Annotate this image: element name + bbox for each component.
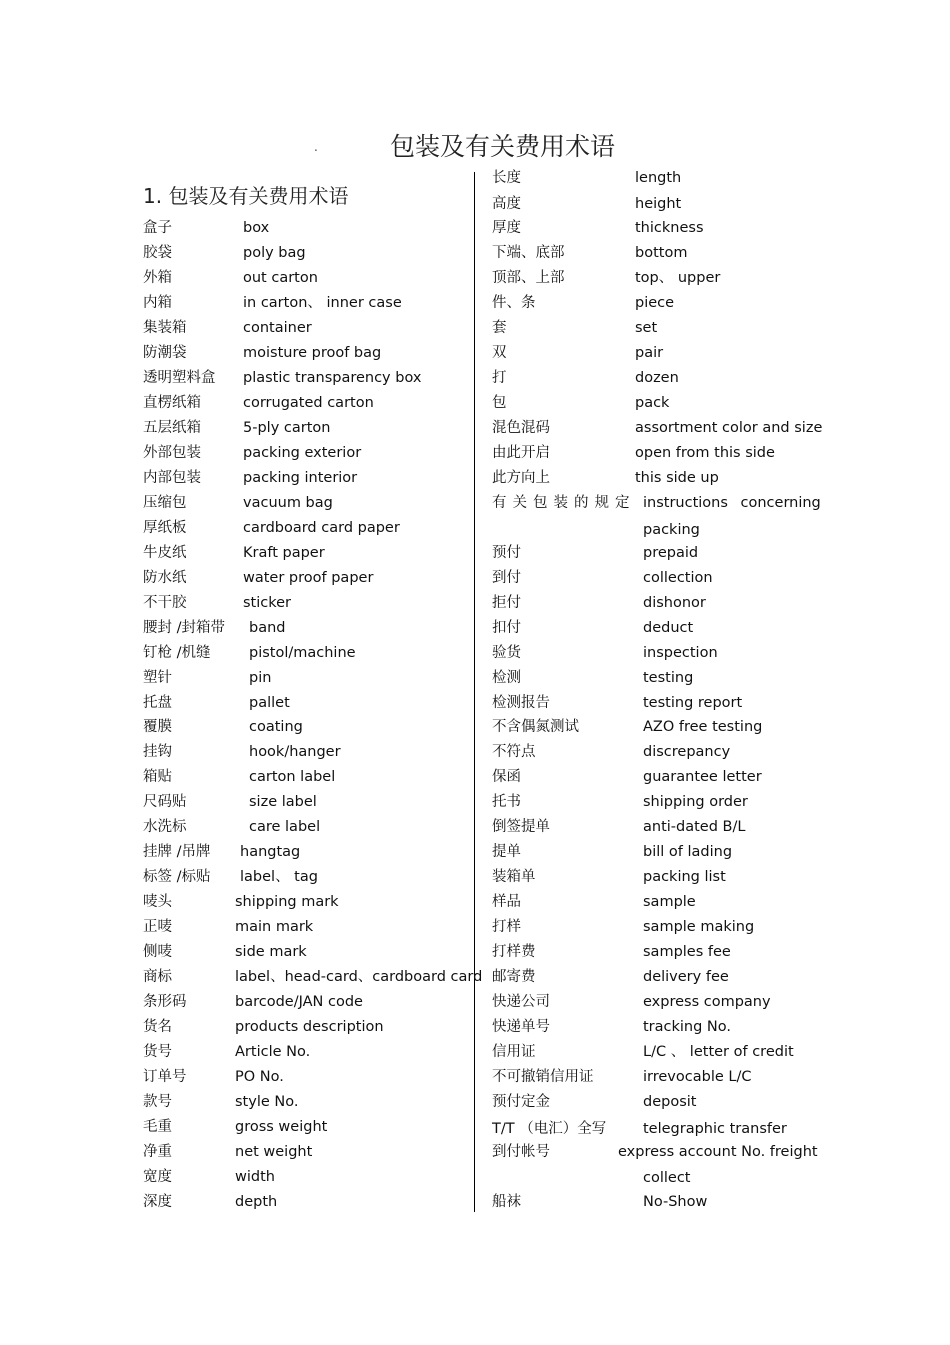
term-chinese: 此方向上 xyxy=(492,470,550,486)
term-chinese: 托盘 xyxy=(143,695,172,711)
term-chinese: 由此开启 xyxy=(492,445,550,461)
term-chinese: 盒子 xyxy=(143,220,172,236)
glossary-row xyxy=(492,442,822,464)
glossary-row xyxy=(143,991,468,1013)
term-english: poly bag xyxy=(243,245,306,261)
term-english: size label xyxy=(249,794,317,810)
term-english: tracking No. xyxy=(643,1019,732,1035)
glossary-row xyxy=(143,567,468,589)
term-chinese: 标签 /标贴 xyxy=(143,869,211,885)
term-english: sticker xyxy=(243,595,292,611)
term-english: vacuum bag xyxy=(243,495,333,511)
term-english: container xyxy=(243,320,312,336)
glossary-row xyxy=(143,592,468,614)
glossary-row xyxy=(492,766,822,788)
term-chinese: 快递单号 xyxy=(492,1019,550,1035)
term-chinese: 船袜 xyxy=(492,1194,521,1210)
term-chinese: 压缩包 xyxy=(143,495,187,511)
term-chinese: 覆膜 xyxy=(143,719,172,735)
glossary-row xyxy=(143,941,468,963)
glossary-row xyxy=(492,617,822,639)
term-english: height xyxy=(635,196,682,212)
term-chinese: 顶部、上部 xyxy=(492,270,565,286)
term-english: guarantee letter xyxy=(643,769,762,785)
term-english: net weight xyxy=(235,1144,313,1160)
term-chinese: 防潮袋 xyxy=(143,345,187,361)
term-chinese: 预付定金 xyxy=(492,1094,550,1110)
term-english: prepaid xyxy=(643,545,699,561)
term-chinese: 厚度 xyxy=(492,220,521,236)
glossary-row xyxy=(492,1141,822,1163)
term-english: collection xyxy=(643,570,713,586)
glossary-row xyxy=(143,766,468,788)
term-english: side mark xyxy=(235,944,307,960)
term-english: bill of lading xyxy=(643,844,733,860)
glossary-row xyxy=(492,193,822,215)
term-english: moisture proof bag xyxy=(243,345,382,361)
column-divider xyxy=(474,172,475,1212)
term-chinese: 套 xyxy=(492,320,507,336)
glossary-row xyxy=(143,716,468,738)
glossary-row xyxy=(143,267,468,289)
glossary-row xyxy=(492,492,822,514)
glossary-row xyxy=(492,392,822,414)
glossary-row xyxy=(492,1118,822,1140)
term-english: testing xyxy=(643,670,694,686)
glossary-row xyxy=(143,442,468,464)
glossary-row xyxy=(143,1091,468,1113)
glossary-row xyxy=(143,617,468,639)
term-english: packing list xyxy=(643,869,726,885)
term-english: packing exterior xyxy=(243,445,362,461)
glossary-row xyxy=(492,991,822,1013)
term-chinese: 腰封 /封箱带 xyxy=(143,620,225,636)
term-english: barcode/JAN code xyxy=(235,994,363,1010)
term-chinese: 有关包装的规定 xyxy=(492,495,636,511)
term-english: piece xyxy=(635,295,675,311)
glossary-row xyxy=(143,467,468,489)
term-english: instructions concerning xyxy=(643,495,821,511)
glossary-row xyxy=(143,392,468,414)
term-chinese: 检测报告 xyxy=(492,695,550,711)
term-english: pack xyxy=(635,395,670,411)
term-english: Article No. xyxy=(235,1044,311,1060)
glossary-row xyxy=(492,966,822,988)
glossary-row xyxy=(492,292,822,314)
term-english: this side up xyxy=(635,470,719,486)
term-english: out carton xyxy=(243,270,318,286)
term-english: box xyxy=(243,220,270,236)
term-english: thickness xyxy=(635,220,704,236)
glossary-row xyxy=(492,667,822,689)
term-english: sample making xyxy=(643,919,755,935)
term-english: water proof paper xyxy=(243,570,374,586)
glossary-row xyxy=(143,492,468,514)
glossary-row xyxy=(492,417,822,439)
term-chinese: 不可撤销信用证 xyxy=(492,1069,594,1085)
term-chinese: 验货 xyxy=(492,645,521,661)
glossary-row xyxy=(143,542,468,564)
glossary-row xyxy=(143,517,468,539)
glossary-row xyxy=(492,1016,822,1038)
glossary-row xyxy=(492,791,822,813)
glossary-row xyxy=(492,916,822,938)
term-english: Kraft paper xyxy=(243,545,325,561)
term-english: label、 tag xyxy=(240,869,318,885)
term-english: inspection xyxy=(643,645,718,661)
glossary-row xyxy=(143,367,468,389)
term-english: width xyxy=(235,1169,275,1185)
term-chinese: 预付 xyxy=(492,545,521,561)
glossary-row xyxy=(492,217,822,239)
glossary-row xyxy=(492,816,822,838)
glossary-row xyxy=(143,1041,468,1063)
glossary-row xyxy=(143,1191,468,1213)
term-chinese: 不符点 xyxy=(492,744,536,760)
term-english: length xyxy=(635,170,682,186)
term-chinese: 毛重 xyxy=(143,1119,172,1135)
term-chinese: 商标 xyxy=(143,969,172,985)
term-english: band xyxy=(249,620,286,636)
term-english: gross weight xyxy=(235,1119,328,1135)
term-english-continued: collect xyxy=(643,1170,691,1186)
glossary-row xyxy=(143,741,468,763)
term-english: shipping mark xyxy=(235,894,339,910)
term-chinese: 内箱 xyxy=(143,295,172,311)
glossary-row xyxy=(143,791,468,813)
term-chinese: 水洗标 xyxy=(143,819,187,835)
term-chinese: 塑针 xyxy=(143,670,172,686)
term-english: pin xyxy=(249,670,272,686)
term-chinese: 长度 xyxy=(492,170,521,186)
term-chinese: 挂牌 /吊牌 xyxy=(143,844,211,860)
term-english: deduct xyxy=(643,620,694,636)
glossary-row xyxy=(492,167,822,189)
term-chinese: 拒付 xyxy=(492,595,521,611)
glossary-row xyxy=(492,242,822,264)
glossary-row xyxy=(492,1191,822,1213)
term-chinese: 样品 xyxy=(492,894,521,910)
term-chinese: 款号 xyxy=(143,1094,172,1110)
term-chinese: 宽度 xyxy=(143,1169,172,1185)
term-chinese: 货名 xyxy=(143,1019,172,1035)
term-chinese: 托书 xyxy=(492,794,521,810)
glossary-row xyxy=(492,1066,822,1088)
term-english: hangtag xyxy=(240,844,301,860)
glossary-row xyxy=(143,417,468,439)
glossary-row xyxy=(143,891,468,913)
term-chinese: 倒签提单 xyxy=(492,819,550,835)
term-english: anti-dated B/L xyxy=(643,819,746,835)
glossary-row xyxy=(143,1141,468,1163)
glossary-row xyxy=(143,1116,468,1138)
term-chinese: 货号 xyxy=(143,1044,172,1060)
glossary-row xyxy=(143,816,468,838)
term-english: bottom xyxy=(635,245,688,261)
glossary-row xyxy=(492,741,822,763)
glossary-row xyxy=(143,841,468,863)
term-english: assortment color and size xyxy=(635,420,823,436)
term-english: packing interior xyxy=(243,470,358,486)
term-english: open from this side xyxy=(635,445,775,461)
glossary-row xyxy=(492,716,822,738)
glossary-row xyxy=(143,242,468,264)
glossary-row xyxy=(143,692,468,714)
term-english: deposit xyxy=(643,1094,697,1110)
term-chinese: 包 xyxy=(492,395,507,411)
glossary-row xyxy=(143,217,468,239)
term-chinese: 厚纸板 xyxy=(143,520,187,536)
term-english: style No. xyxy=(235,1094,299,1110)
term-chinese: 打 xyxy=(492,370,507,386)
term-english: top、 upper xyxy=(635,270,721,286)
term-english: PO No. xyxy=(235,1069,284,1085)
page-title: 包装及有关费用术语 xyxy=(390,132,616,161)
term-english: irrevocable L/C xyxy=(643,1069,752,1085)
term-english: care label xyxy=(249,819,321,835)
term-chinese: 外部包装 xyxy=(143,445,201,461)
glossary-row xyxy=(492,841,822,863)
glossary-row xyxy=(492,642,822,664)
term-chinese: 混色混码 xyxy=(492,420,550,436)
term-chinese: 钉枪 /机缝 xyxy=(143,645,211,661)
term-english: main mark xyxy=(235,919,314,935)
term-english: hook/hanger xyxy=(249,744,341,760)
term-chinese: 到付 xyxy=(492,570,521,586)
term-english: express account No. freight xyxy=(618,1144,818,1160)
term-chinese: 保函 xyxy=(492,769,521,785)
glossary-row xyxy=(492,692,822,714)
term-english: sample xyxy=(643,894,696,910)
term-english: pistol/machine xyxy=(249,645,356,661)
term-chinese: T/T （电汇）全写 xyxy=(492,1121,607,1137)
glossary-row xyxy=(492,367,822,389)
term-chinese: 高度 xyxy=(492,196,521,212)
term-english: label、head-card、cardboard card xyxy=(235,969,483,985)
term-english: depth xyxy=(235,1194,278,1210)
section-heading: 1. 包装及有关费用术语 xyxy=(143,184,349,208)
glossary-row xyxy=(492,1091,822,1113)
term-chinese: 胶袋 xyxy=(143,245,172,261)
term-english: plastic transparency box xyxy=(243,370,422,386)
term-chinese: 挂钩 xyxy=(143,744,172,760)
term-chinese: 不干胶 xyxy=(143,595,187,611)
glossary-row xyxy=(143,866,468,888)
term-english: dishonor xyxy=(643,595,706,611)
term-english: carton label xyxy=(249,769,336,785)
term-chinese: 快递公司 xyxy=(492,994,550,1010)
term-english-continued: packing xyxy=(643,522,700,538)
term-english: corrugated carton xyxy=(243,395,374,411)
glossary-row xyxy=(492,317,822,339)
glossary-row xyxy=(143,1016,468,1038)
term-chinese: 不含偶氮测试 xyxy=(492,719,579,735)
term-english: cardboard card paper xyxy=(243,520,400,536)
term-chinese: 订单号 xyxy=(143,1069,187,1085)
glossary-row xyxy=(492,866,822,888)
glossary-row xyxy=(143,667,468,689)
glossary-row xyxy=(492,891,822,913)
glossary-row xyxy=(492,342,822,364)
term-chinese: 箱贴 xyxy=(143,769,172,785)
glossary-row xyxy=(492,567,822,589)
term-english: delivery fee xyxy=(643,969,729,985)
glossary-row xyxy=(492,267,822,289)
term-chinese: 防水纸 xyxy=(143,570,187,586)
term-chinese: 条形码 xyxy=(143,994,187,1010)
term-chinese: 扣付 xyxy=(492,620,521,636)
term-english: L/C 、 letter of credit xyxy=(643,1044,794,1060)
glossary-row xyxy=(143,1066,468,1088)
glossary-row xyxy=(143,1166,468,1188)
glossary-row xyxy=(492,467,822,489)
term-chinese: 到付帐号 xyxy=(492,1144,550,1160)
term-chinese: 提单 xyxy=(492,844,521,860)
glossary-row xyxy=(492,542,822,564)
term-chinese: 五层纸箱 xyxy=(143,420,201,436)
term-chinese: 打样 xyxy=(492,919,521,935)
glossary-row xyxy=(492,592,822,614)
term-chinese: 深度 xyxy=(143,1194,172,1210)
term-english: shipping order xyxy=(643,794,748,810)
term-chinese: 件、条 xyxy=(492,295,536,311)
glossary-row xyxy=(492,1041,822,1063)
term-english: discrepancy xyxy=(643,744,731,760)
term-english: pallet xyxy=(249,695,290,711)
stray-dot: . xyxy=(314,140,318,154)
term-chinese: 直楞纸箱 xyxy=(143,395,201,411)
glossary-row xyxy=(143,317,468,339)
term-english: No-Show xyxy=(643,1194,708,1210)
term-chinese: 侧唛 xyxy=(143,944,172,960)
term-chinese: 双 xyxy=(492,345,507,361)
glossary-row xyxy=(143,342,468,364)
term-english: testing report xyxy=(643,695,743,711)
term-chinese: 打样费 xyxy=(492,944,536,960)
glossary-row xyxy=(143,292,468,314)
glossary-row xyxy=(143,916,468,938)
term-chinese: 下端、底部 xyxy=(492,245,565,261)
term-chinese: 邮寄费 xyxy=(492,969,536,985)
glossary-row xyxy=(143,966,483,988)
term-chinese: 透明塑料盒 xyxy=(143,370,216,386)
term-chinese: 外箱 xyxy=(143,270,172,286)
term-english: express company xyxy=(643,994,771,1010)
term-chinese: 正唛 xyxy=(143,919,172,935)
term-chinese: 净重 xyxy=(143,1144,172,1160)
glossary-row xyxy=(143,642,468,664)
term-english: 5-ply carton xyxy=(243,420,331,436)
term-chinese: 内部包装 xyxy=(143,470,201,486)
term-english: in carton、 inner case xyxy=(243,295,402,311)
term-chinese: 装箱单 xyxy=(492,869,536,885)
term-english: pair xyxy=(635,345,664,361)
term-chinese: 集装箱 xyxy=(143,320,187,336)
term-english: set xyxy=(635,320,658,336)
term-english: telegraphic transfer xyxy=(643,1121,787,1137)
term-chinese: 信用证 xyxy=(492,1044,536,1060)
term-chinese: 牛皮纸 xyxy=(143,545,187,561)
term-english: AZO free testing xyxy=(643,719,763,735)
term-chinese: 尺码贴 xyxy=(143,794,187,810)
term-chinese: 检测 xyxy=(492,670,521,686)
glossary-row xyxy=(492,941,822,963)
term-english: products description xyxy=(235,1019,384,1035)
term-english: coating xyxy=(249,719,303,735)
term-english: dozen xyxy=(635,370,679,386)
term-chinese: 唛头 xyxy=(143,894,172,910)
term-english: samples fee xyxy=(643,944,731,960)
